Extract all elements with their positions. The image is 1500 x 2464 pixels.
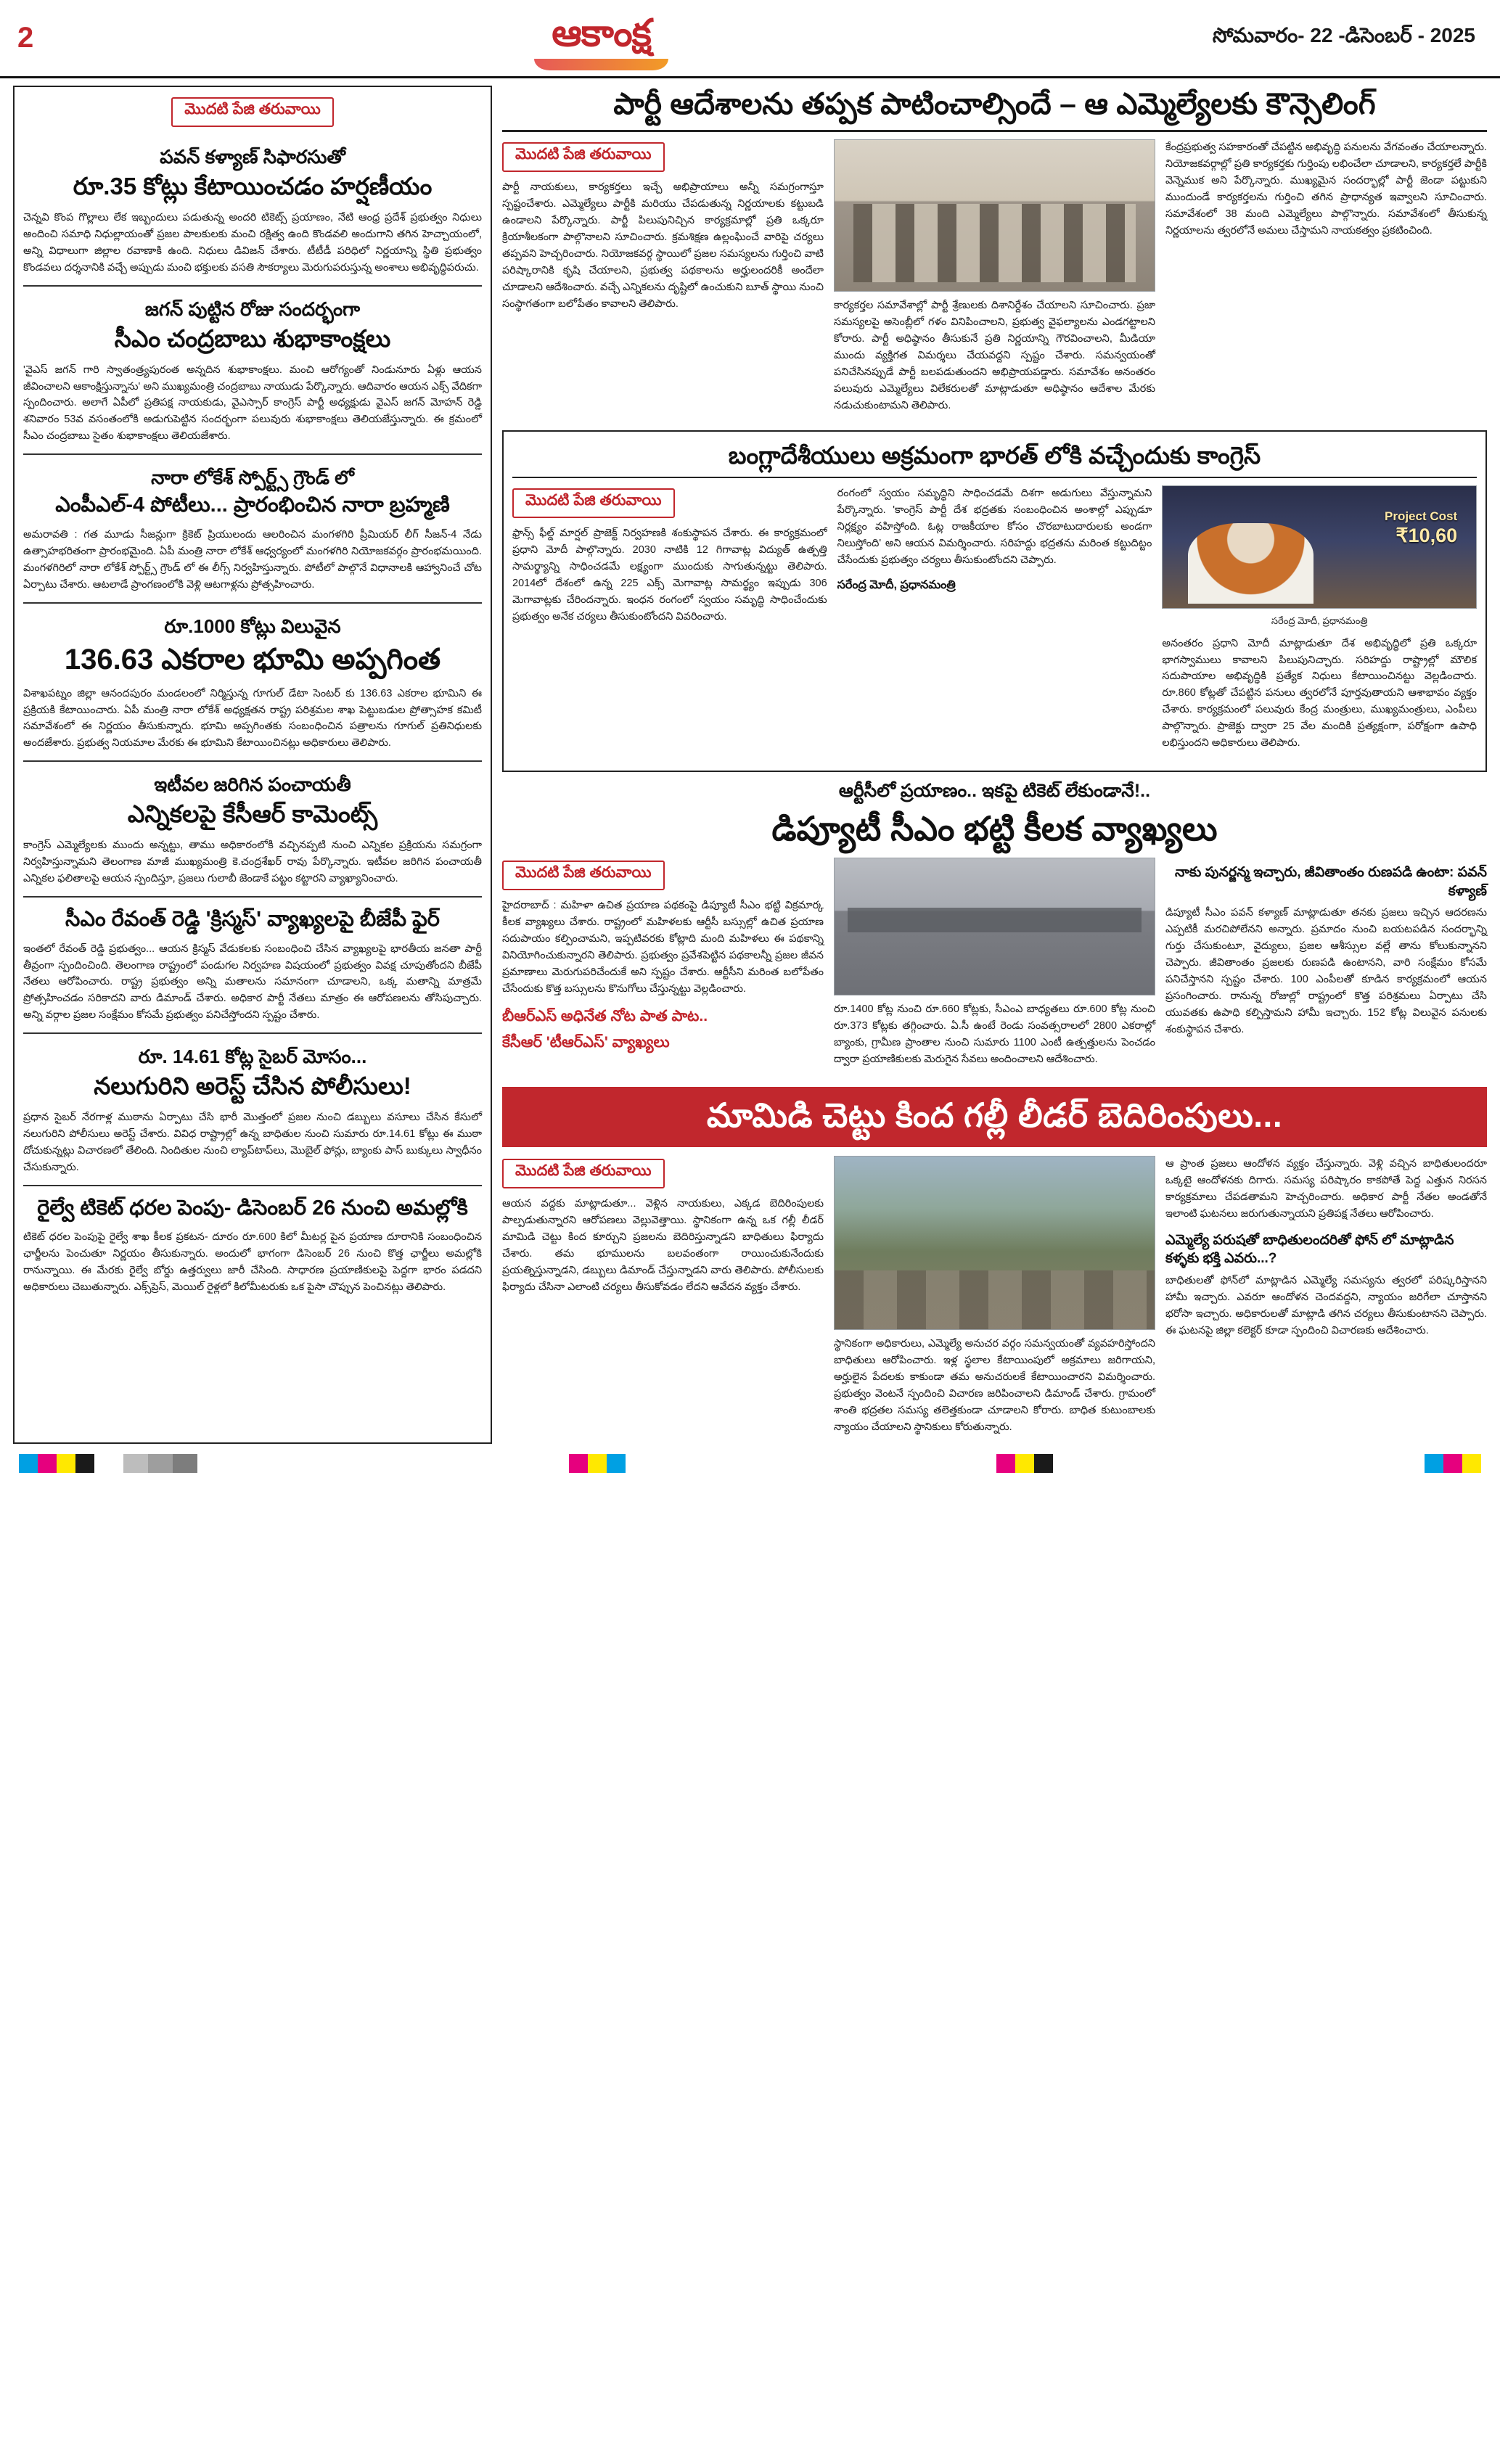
- logo-text-wrap: [538, 10, 664, 66]
- article-body: విశాఖపట్నం జిల్లా ఆనందపురం మండలంలో నిర్మిస్తున్న గూగుల్ డేటా సెంటర్ కు 136.63 ఎకరాల భూమిని ఈ ప్రక్రియకి కేటాయించారు. ఏపీ మంత్రి నారా లోకేశ్ అధ్యక్షతన రాష్ట్ర పరిశ్రమల శాఖ పెట్టుబడుల ప్రోత్సాహక కమిటీ సమావేశంలో ఈ నిర్ణయం తీసుకున్నారు. భూమి అప్పగింతకు సంబంధించిన పత్రాలను గూగుల్ ప్రతినిధులకు అందజేశారు. ప్రభుత్వ నియమాల మేరకు ఈ భూమిని కేటాయించినట్లు అధికారులు తెలిపారు.: [23, 687, 482, 750]
- article-kicker: జగన్ పుట్టిన రోజు సందర్భంగా: [144, 297, 361, 320]
- swatch-yellow: [1462, 1454, 1481, 1473]
- swatch-black: [1034, 1454, 1053, 1473]
- article-kicker: ఇటీవల జరిగిన పంచాయతీ: [154, 773, 351, 796]
- article-headline: సీఎం రేవంత్ రెడ్డి 'క్రిస్మస్' వ్యాఖ్యలపై బీజేపీ ఫైర్: [65, 907, 440, 931]
- divider: [23, 760, 482, 762]
- article-left-1: [23, 144, 482, 276]
- article-body: బాధితులతో ఫోన్‌లో మాట్లాడిన ఎమ్మెల్యే సమస్యను త్వరలో పరిష్కరిస్తానని హామీ ఇచ్చారు. ఎవరూ ఆందోళన చెందవద్దని, న్యాయం జరిగేలా చూస్తానని భరోసా ఇచ్చారు. అధికారులతో మాట్లాడి తగిన చర్యలు తీసుకుంటానని చెప్పారు. ఈ ఘటనపై జిల్లా కలెక్టర్ కూడా స్పందించి విచారణకు ఆదేశించారు.: [1165, 1274, 1487, 1336]
- cmyk-swatches-center: [569, 1454, 626, 1473]
- story-headline: బంగ్లాదేశీయులు అక్రమంగా భారత్ లోకి వచ్చేందుకు కాంగ్రెస్: [512, 440, 1477, 479]
- swatch-cyan: [1425, 1454, 1443, 1473]
- divider: [23, 285, 482, 287]
- swatch-black: [75, 1454, 94, 1473]
- story-col-3: [1165, 1156, 1487, 1444]
- party-meeting-photo: [834, 139, 1155, 292]
- story-columns: [502, 858, 1487, 1077]
- story-col-2: [834, 1156, 1155, 1444]
- article-subhead: నాకు పునర్జన్మ ఇచ్చారు, జీవితాంతం రుణపడి ఉంటా: పవన్ కళ్యాణ్: [1174, 865, 1487, 899]
- project-cost-value: ₹10,60: [1396, 524, 1458, 546]
- print-registration-bar: [0, 1444, 1500, 1489]
- article-left-6: [23, 906, 482, 1024]
- jump-label: మొదటి పేజి తరువాయి: [512, 488, 675, 518]
- story-col-3: [1165, 858, 1487, 1077]
- article-headline: రైల్వే టికెట్ ధరల పెంపు- డిసెంబర్ 26 నుంచి అమల్లోకి: [37, 1196, 468, 1220]
- article-body: పార్టీ నాయకులు, కార్యకర్తలు ఇచ్చే అభిప్రాయాలు అన్నీ సమగ్రంగాస్తూ స్పష్టంచేశారు. ఎమ్మెల్యేలు పార్టీకి మరియు చేపడుతున్న నిర్ణయాలకు కట్టుబడి ఉండాలని పేర్కొన్నారు. పార్టీ పిలుపునిచ్చిన కార్యక్రమాల్లో ప్రతి ఒక్కరూ క్రియాశీలకంగా పాల్గొనాలని సూచించారు. క్రమశిక్షణ ఉల్లంఘించే వారిపై చర్యలు తప్పవని హెచ్చరించారు. నియోజకవర్గ స్థాయిలో ప్రజల సమస్యలను గుర్తించి వాటి పరిష్కారానికి కృషి చేయాలని, ప్రభుత్వ పథకాలను అర్హులందరికీ అందేలా చూడాలని ఆదేశించారు. వచ్చే ఎన్నికలను దృష్టిలో ఉంచుకుని బూత్ స్థాయి నుంచి సంస్థాగతంగా బలోపేతం కావాలని తెలిపారు.: [502, 181, 824, 310]
- story-kicker: ఆర్టీసీలో ప్రయాణం.. ఇకపై టికెట్ లేకుండానే!..: [838, 781, 1151, 802]
- story-col-2: [834, 139, 1155, 422]
- article-kicker: పవన్ కళ్యాణ్ సిఫారసుతో: [160, 146, 345, 168]
- jump-label: మొదటి పేజి తరువాయి: [502, 142, 665, 172]
- cmyk-swatches-left: [19, 1454, 94, 1473]
- story-col-1: [502, 1156, 824, 1444]
- grey-scale-bar: [123, 1454, 197, 1473]
- divider: [23, 602, 482, 604]
- page-number: 2: [17, 22, 34, 54]
- article-body: అమరావతి : గత మూడు సీజన్లుగా క్రికెట్ ప్రియులందు ఆలరించిన మంగళగిరి ప్రీమియర్ లీగ్ సీజన్-4 నేడు ఉత్సాహభరితంగా ప్రారంభమైంది. ఏపీ మంత్రి నారా లోకేశ్ ఆధ్వర్యంలో మంగళగిరి నియోజకవర్గం ప్రారంభమయింది. మంగళగిరిలో నారా లోకేశ్ స్పోర్ట్స్ గ్రౌండ్ లో ఈ లీగ్స్ నిర్వహిస్తున్నారు. పోటీలో పాల్గొనే విధానాలకి ఆహ్వానించే చోట ఏర్పాటు చేశారు. ఆటలాడే ప్రాంగణంలోకి వెళ్లి ఆటగాళ్లను ప్రోత్సహించారు.: [23, 528, 482, 591]
- swatch-magenta: [996, 1454, 1015, 1473]
- swatch-yellow: [1015, 1454, 1034, 1473]
- jump-label: మొదటి పేజి తరువాయి: [502, 1159, 665, 1188]
- story-rtc-bhatti: [502, 781, 1487, 1077]
- article-headline: ఎన్నికలపై కేసీఆర్ కామెంట్స్: [127, 800, 378, 828]
- article-body: ఆయన వద్దకు మాట్లాడుతూ... వెళ్లిన నాయకులు, ఎక్కడ బెదిరింపులకు పాల్పడుతున్నారని ఆరోపణలు వెల్లువెత్తాయి. స్థానికంగా ఉన్న ఒక గల్లీ లీడర్ మామిడి చెట్టు కింద కూర్చుని ప్రజలను బెదిరిస్తున్నాడని బాధితులు ఫిర్యాదు చేశారు. తమ భూములను బలవంతంగా రాయించుకునేందుకు ప్రయత్నిస్తున్నాడని, డబ్బులు డిమాండ్ చేస్తున్నాడని వారు తెలిపారు. పోలీసులకు ఫిర్యాదు చేసినా ఎలాంటి చర్యలు తీసుకోవడం లేదని ఆవేదన వ్యక్తం చేశారు.: [502, 1198, 824, 1293]
- article-body: స్థానికంగా అధికారులు, ఎమ్మెల్యే అనుచర వర్గం సమన్వయంతో వ్యవహరిస్తోందని బాధితులు ఆరోపించారు. ఇళ్ల స్థలాల కేటాయింపులో అక్రమాలు జరిగాయని, అర్హులైన పేదలకు కాకుండా తమ అనుచరులకే కేటాయించారని విమర్శించారు. ప్రభుత్వం వెంటనే స్పందించి విచారణ జరిపించాలని డిమాండ్ చేశారు. గ్రామంలో శాంతి భద్రతల సమస్య తలెత్తకుండా చూడాలని కోరారు. బాధిత కుటుంబాలకు న్యాయం చేయాలని స్థానికులు కోరుతున్నారు.: [834, 1338, 1155, 1433]
- story-col-1: [502, 858, 824, 1077]
- article-headline: 136.63 ఎకరాల భూమి అప్పగింత: [64, 643, 441, 675]
- story-headline: పార్టీ ఆదేశాలను తప్పక పాటించాల్సిందే – ఆ ఎమ్మెల్యేలకు కౌన్సెలింగ్: [502, 86, 1487, 132]
- article-left-7: [23, 1044, 482, 1176]
- story-columns: [512, 485, 1477, 760]
- article-body: అనంతరం ప్రధాని మోదీ మాట్లాడుతూ దేశ అభివృద్ధిలో ప్రతి ఒక్కరూ భాగస్వాములు కావాలని పిలుపునిచ్చారు. సరిహద్దు రాష్ట్రాల్లో మౌలిక సదుపాయాల అభివృద్ధికి ప్రత్యేక నిధులు కేటాయించినట్టు వెల్లడించారు. రూ.860 కోట్లతో చేపట్టిన పనులు త్వరలోనే పూర్తవుతాయని ఆశాభావం వ్యక్తం చేశారు. కార్యక్రమంలో పలువురు కేంద్ర మంత్రులు, ముఖ్యమంత్రులు, ఎంపీలు పాల్గొన్నారు. ప్రాజెక్టు ద్వారా 25 వేల మందికి ప్రత్యక్షంగా, పరోక్షంగా ఉపాధి లభిస్తుందని అధికారులు తెలిపారు.: [1162, 637, 1478, 750]
- jump-label: మొదటి పేజి తరువాయి: [502, 861, 665, 890]
- swatch-grey-dark: [173, 1454, 197, 1473]
- article-body: కార్యకర్తల సమావేశాల్లో పార్టీ శ్రేణులకు దిశానిర్దేశం చేయాలని సూచించారు. ప్రజా సమస్యలపై అసెంబ్లీలో గళం వినిపించాలని, ప్రభుత్వ వైఫల్యాలను ఎండగట్టాలని కోరారు. పార్టీ అధిష్ఠానం తీసుకునే ప్రతి నిర్ణయాన్ని గౌరవించాలని, మీడియా ముందు వ్యక్తిగత విమర్శలు చేయవద్దని స్పష్టం చేశారు. సమన్వయంతో పనిచేసినప్పుడే పార్టీ బలపడుతుందని అభిప్రాయపడ్డారు. సమావేశం అనంతరం పలువురు ఎమ్మెల్యేలు విలేకరులతో మాట్లాడుతూ అధిష్ఠానం ఆదేశాల మేరకు నడుచుకుంటామని తెలిపారు.: [834, 300, 1155, 411]
- masthead-date: సోమవారం- 22 -డిసెంబర్ - 2025: [1212, 24, 1475, 46]
- swatch-magenta: [569, 1454, 588, 1473]
- story-congress-bangladesh: [502, 430, 1487, 772]
- article-body: డిప్యూటీ సీఎం పవన్ కళ్యాణ్ మాట్లాడుతూ తనకు ప్రజలు ఇచ్చిన ఆదరణను ఎప్పటికీ మరచిపోలేనని అన్నారు. ప్రమాదం నుంచి బయటపడిన సందర్భాన్ని గుర్తు చేసుకుంటూ, వైద్యులు, ప్రజల ఆశీస్సుల వల్లే తాను కోలుకున్నానని చెప్పారు. జీవితాంతం ప్రజలకు రుణపడి ఉంటానని, వారి సంక్షేమం కోసమే పనిచేస్తానని స్పష్టం చేశారు. 100 ఎంపీలతో కూడిన కార్యక్రమంలో ఆయన ప్రసంగించారు. రానున్న రోజుల్లో రాష్ట్రంలో కొత్త పరిశ్రమలు ఏర్పాటు చేసి యువతకు ఉపాధి కల్పిస్తామని హామీ ఇచ్చారు. 152 కోట్ల విలువైన పనులకు శంకుస్థాపన చేశారు.: [1165, 907, 1487, 1035]
- story-headline: డిప్యూటీ సీఎం భట్టి కీలక వ్యాఖ్యలు: [771, 810, 1218, 848]
- story-columns: [502, 1156, 1487, 1444]
- cmyk-swatches-far-right: [1425, 1454, 1481, 1473]
- article-body: రూ.1400 కోట్ల నుంచి రూ.660 కోట్లకు, సీఎంఎ బాధ్యతలు రూ.600 కోట్ల నుంచి రూ.373 కోట్లకు తగ్గించారు. ఏ.సీ ఉంటే రెండు సంవత్సరాలలో 2800 ఎకరాల్లో బ్యాంకు, గ్రామీణ ప్రాంతాల నుంచి సుమారు 1100 ఎంటీ ఉత్పత్తులను పెంచడం ద్వారా ప్రయాణికులకు మెరుగైన సేవలు అందించాలని ఆదేశించారు.: [834, 1003, 1155, 1065]
- masthead-logo: [104, 10, 1098, 66]
- story-col-3: [1165, 139, 1487, 422]
- article-left-3: [23, 465, 482, 593]
- article-headline: నలుగురిని అరెస్ట్ చేసిన పోలీసులు!: [94, 1072, 411, 1100]
- story-col-2: [834, 858, 1155, 1077]
- article-headline: ఎంపీఎల్-4 పోటీలు... ప్రారంభించిన నారా బ్రహ్మణి: [55, 493, 450, 517]
- swatch-magenta: [38, 1454, 57, 1473]
- divider: [23, 896, 482, 898]
- swatch-yellow: [57, 1454, 75, 1473]
- article-subhead: కేసీఆర్ 'టీఆర్ఎస్' వ్యాఖ్యలు: [502, 1033, 670, 1051]
- article-body: ఆ ప్రాంత ప్రజలు ఆందోళన వ్యక్తం చేస్తున్నారు. వెళ్లి వచ్చిన బాధితులందరూ ఒక్కటై ఆందోళనకు దిగారు. సమస్య పరిష్కారం కాకపోతే పెద్ద ఎత్తున నిరసన కార్యక్రమాలు చేపడతామని హెచ్చరించారు. అధికార పార్టీ నేతల అండతోనే ఇలాంటి ఘటనలు జరుగుతున్నాయని ప్రతిపక్ష నేతలు ఆరోపించారు.: [1165, 1158, 1487, 1220]
- story-col-3: [1162, 485, 1477, 760]
- article-body: కేంద్రప్రభుత్వ సహకారంతో చేపట్టిన అభివృద్ధి పనులను వేగవంతం చేయాలన్నారు. నియోజకవర్గాల్లో ప్రతి కార్యకర్తకు గుర్తింపు లభించేలా చూడాలని, కార్యకర్తలే పార్టీకి వెన్నెముక అని పేర్కొన్నారు. ముఖ్యమైన సందర్భాల్లో పార్టీ జెండా పట్టుకుని ముందుండే కార్యకర్తలను గుర్తించి తగిన ప్రాధాన్యత ఇవ్వాలని సూచించారు. సమావేశంలో 38 మంది ఎమ్మెల్యేలు పాల్గొన్నారు. సమావేశంలో తీసుకున్న నిర్ణయాలను త్వరలోనే అమలు చేస్తామని నాయకత్వం ప్రకటించింది.: [1165, 141, 1487, 237]
- jump-label: మొదటి పేజి తరువాయి: [171, 97, 334, 127]
- article-headline: రూ.35 కోట్లు కేటాయించడం హర్షణీయం: [73, 173, 433, 200]
- swatch-grey-light: [123, 1454, 148, 1473]
- street-scene-photo: [834, 1156, 1155, 1330]
- modi-speech-photo: [1162, 485, 1477, 609]
- article-kicker: రూ.1000 కోట్లు విలువైన: [164, 615, 341, 637]
- article-body: టికెట్ ధరల పెంపుపై రైల్వే శాఖ కీలక ప్రకటన- దూరం రూ.600 కిలో మీటర్ల పైన ప్రయాణ దూరానికి సంబంధించిన ఛార్జీలను పెంచుతూ నిర్ణయం తీసుకున్నారు. అందులో భాగంగా డిసెంబర్ 26 నుంచి కొత్త ఛార్జీలు అమల్లోకి రానున్నాయి. ఈ మేరకు రైల్వే బోర్డు ఉత్తర్వులు జారీ చేసింది. సాధారణ ప్రయాణికులపై పెద్దగా భారం పడదని అధికారులు చెబుతున్నారు. ఎక్స్‌ప్రెస్, మెయిల్ రైళ్లలో కిలోమీటరుకు ఒక పైసా చొప్పున పెంచినట్లు తెలిపారు.: [23, 1231, 482, 1294]
- article-left-2: [23, 297, 482, 445]
- swatch-cyan: [19, 1454, 38, 1473]
- article-headline: సీఎం చంద్రబాబు శుభాకాంక్షలు: [114, 324, 391, 352]
- photo-caption: సరేంద్ర మోదీ, ప్రధానమంత్రి: [837, 579, 956, 592]
- article-body: చెన్నవి కొంప గొల్లాలు లేక ఇబ్బందులు పడుతున్న అందరి టికెట్స్ ప్రయాణం, నేటి ఆంధ్ర ప్రదేశ్ ప్రభుత్వం నిధులు అందించి సమాధి నిధుల్లాయంతో ప్రజల పాలకులకు మంచి రక్షిత్వ ఉంది కొండవలి అందుగాని తగిన హెచ్చాయంలో, అన్ని విధాలుగా జిల్లాల రవాణాకి ఉంది. నిధులు డివిజన్ చేశారు. టీటీడీ పరిధిలో నిర్ణయాన్ని స్థితి ప్రభుత్వం కొండవలు దర్శనానికి వచ్చే అప్పుడు మంచి భక్తులకు వసతి సౌకర్యాలు మెరుగుపరుస్తున్న అంశాలు అభివృద్ధిపరుచు.: [23, 211, 482, 274]
- story-columns: [502, 139, 1487, 422]
- logo-swoosh-icon: [534, 59, 668, 70]
- story-party-orders: [502, 86, 1487, 423]
- article-body: రంగంలో స్వయం సమృద్ధిని సాధించడమే దిశగా అడుగులు వేస్తున్నామని పేర్కొన్నారు. 'కాంగ్రెస్ పార్టీ దేశ భద్రతకు సంబంధించిన అంశాల్లో ఎప్పుడూ నిర్లక్ష్యం వహిస్తోంది. ఓట్ల రాజకీయాల కోసం చొరబాటుదారులకు అండగా నిలుస్తోంది' అని ఆయన విమర్శించారు. సరిహద్దు భద్రతను మరింత కట్టుదిట్టం చేసేందుకు ప్రభుత్వం చర్యలు తీసుకుంటోందని చెప్పారు.: [837, 488, 1152, 567]
- article-left-4: [23, 614, 482, 752]
- divider: [23, 453, 482, 455]
- story-col-1: [512, 485, 827, 760]
- divider: [23, 1032, 482, 1034]
- story-gully-leader: [502, 1087, 1487, 1445]
- photo-caption: సరేంద్ర మోదీ, ప్రధానమంత్రి: [1271, 615, 1368, 627]
- article-subhead: బీఆర్ఎస్ అధినేత నోట పాత పాట..: [502, 1007, 708, 1024]
- bhatti-meeting-photo: [834, 858, 1155, 995]
- article-body: కాంగ్రెస్ ఎమ్మెల్యేలకు ముందు అన్నట్టు, తాము అధికారంలోకి వచ్చినప్పటి నుంచి ఎన్నికల ప్రక్రియను సమగ్రంగా నిర్వహిస్తున్నామని తెలంగాణ మాజీ ముఖ్యమంత్రి కె.చంద్రశేఖర్ రావు పేర్కొన్నారు. ఇటీవల జరిగిన పంచాయతీ ఎన్నికల ఫలితాలపై ఆయన స్పందిస్తూ, ప్రజలు గులాబీ జెండాకే పట్టం కట్టారని వ్యాఖ్యానించారు.: [23, 839, 482, 885]
- article-body: హైదరాబాద్ : మహిళా ఉచిత ప్రయాణ పథకంపై డిప్యూటీ సీఎం భట్టి విక్రమార్క కీలక వ్యాఖ్యలు చేశారు. రాష్ట్రంలో మహిళలకు ఆర్టీసీ బస్సుల్లో ఉచిత ప్రయాణ సదుపాయం కల్పించామని, ఇప్పటివరకు కోట్లాది మంది మహిళలు ఈ పథకాన్ని వినియోగించుకున్నారని తెలిపారు. ప్రభుత్వం ప్రవేశపెట్టిన పథకాలన్నీ ప్రజల జీవన ప్రమాణాలు మెరుగుపరిచేందుకే అని స్పష్టం చేశారు. ఆర్టీసీని మరింత బలోపేతం చేసేందుకు కొత్త బస్సులను కొనుగోలు చేస్తున్నట్టు వెల్లడించారు.: [502, 900, 824, 995]
- article-kicker: రూ. 14.61 కోట్ల సైబర్ మోసం...: [138, 1046, 367, 1068]
- divider: [23, 1185, 482, 1186]
- swatch-magenta: [1443, 1454, 1462, 1473]
- article-body: ఫ్రాన్స్ ఫీల్డ్ మార్షల్ ప్రాజెక్ట్ నిర్వహణకి శంకుస్థాపన చేశారు. ఈ కార్యక్రమంలో ప్రధాని మోదీ పాల్గొన్నారు. 2030 నాటికి 12 గిగావాట్ల విద్యుత్ ఉత్పత్తి సామర్థ్యాన్ని సాధించడమే లక్ష్యంగా ముందుకు సాగుతున్నట్టు తెలిపారు. 2014లో దేశంలో ఉన్న 225 ఎక్స్ మెగావాట్ల సామర్థ్యం ఇప్పుడు 306 మెగావాట్లకు చేరిందన్నారు. ఇంధన రంగంలో స్వయం సమృద్ధి సాధించేందుకు ప్రభుత్వం అనేక చర్యలు తీసుకుంటోందని వివరించారు.: [512, 527, 827, 623]
- article-left-8: [23, 1195, 482, 1296]
- swatch-grey-mid: [148, 1454, 173, 1473]
- article-subhead: ఎమ్మెల్యే పరుషతో బాధితులందరితో ఫోన్ లో మాట్లాడిన కళ్ళకు భక్తి ఎవరు...?: [1165, 1232, 1454, 1267]
- logo-text: ఆకాంక్ష: [552, 12, 651, 54]
- article-body: ఇంతలో రేవంత్ రెడ్డి ప్రభుత్వం... ఆయన క్రిస్మస్ వేడుకలకు సంబంధించి చేసిన వ్యాఖ్యలపై భారతీయ జనతా పార్టీ తీవ్రంగా స్పందించింది. తెలంగాణ రాష్ట్రంలో పండుగల నిర్వహణ విషయంలో ప్రభుత్వం వివక్ష చూపుతోందని బీజేపీ నేతలు ఆరోపించారు. రాష్ట్ర ప్రభుత్వం అన్ని మతాలను సమానంగా చూడాలని, ఒక్క మతాన్ని మాత్రమే ప్రోత్సహించడం సరికాదని వారు డిమాండ్ చేశారు. అధికార పార్టీ నేతలు మాత్రం ఈ ఆరోపణలను తోసిపుచ్చారు. అన్ని వర్గాల ప్రజల సంక్షేమం కోసమే ప్రభుత్వం పనిచేస్తోందని స్పష్టం చేశారు.: [23, 943, 482, 1022]
- project-cost-label: Project Cost: [1384, 509, 1458, 523]
- article-left-5: [23, 772, 482, 887]
- left-column: [13, 86, 492, 1444]
- story-col-1: [502, 139, 824, 422]
- masthead: [0, 0, 1500, 78]
- swatch-yellow: [588, 1454, 607, 1473]
- project-cost-overlay: [1385, 509, 1457, 549]
- article-body: ప్రధాన సైబర్ నేరగాళ్ల ముఠాను ఏర్పాటు చేసి భారీ మొత్తంలో ప్రజల నుంచి డబ్బులు వసూలు చేసిన కేసులో నలుగురిని పోలీసులు అరెస్ట్ చేశారు. వివిధ రాష్ట్రాల్లో ఉన్న బాధితుల నుంచి సుమారు రూ.14.61 కోట్లు ఈ ముఠా దోచుకున్నట్లు విచారణలో తేలింది. నిందితుల నుంచి ల్యాప్‌టాప్‌లు, మొబైల్ ఫోన్లు, బ్యాంకు పాస్ బుక్కులు స్వాధీనం చేసుకున్నారు.: [23, 1112, 482, 1173]
- story-col-2: [837, 485, 1152, 760]
- right-column: [502, 86, 1487, 1444]
- cmyk-swatches-right: [996, 1454, 1053, 1473]
- page-content: [0, 78, 1500, 1444]
- article-body: 'వైఎస్ జగన్ గారి స్వాతంత్ర్యపురంత అన్నదిన శుభాకాంక్షలు. మంచి ఆరోగ్యంతో నిండునూరు ఏళ్లు ఆయన జీవించాలని ఆకాంక్షిస్తున్నాను' అని ముఖ్యమంత్రి చంద్రబాబు నాయుడు పేర్కొన్నారు. ఆదివారం ఆయన ఎక్స్ వేదికగా స్పందించారు. అలాగే ఏపీలో ప్రతిపక్ష నాయకుడు, వైఎస్సార్ కాంగ్రెస్ పార్టీ అధ్యక్షుడు వైఎస్ జగన్ మోహన్ రెడ్డి శనివారం 53వ వసంతంలోకి అడుగుపెట్టిన సందర్భంగా పలువురు శుభాకాంక్షలు తెలియజేస్తున్నారు. ఈ క్రమంలో సీఎం చంద్రబాబు సైతం శుభాకాంక్షలు తెలియజేశారు.: [23, 364, 482, 443]
- article-kicker: నారా లోకేశ్ స్పోర్ట్స్ గ్రౌండ్ లో: [151, 467, 354, 489]
- story-headline: మామిడి చెట్టు కింద గల్లీ లీడర్ బెదిరింపులు...: [502, 1087, 1487, 1147]
- swatch-cyan: [607, 1454, 626, 1473]
